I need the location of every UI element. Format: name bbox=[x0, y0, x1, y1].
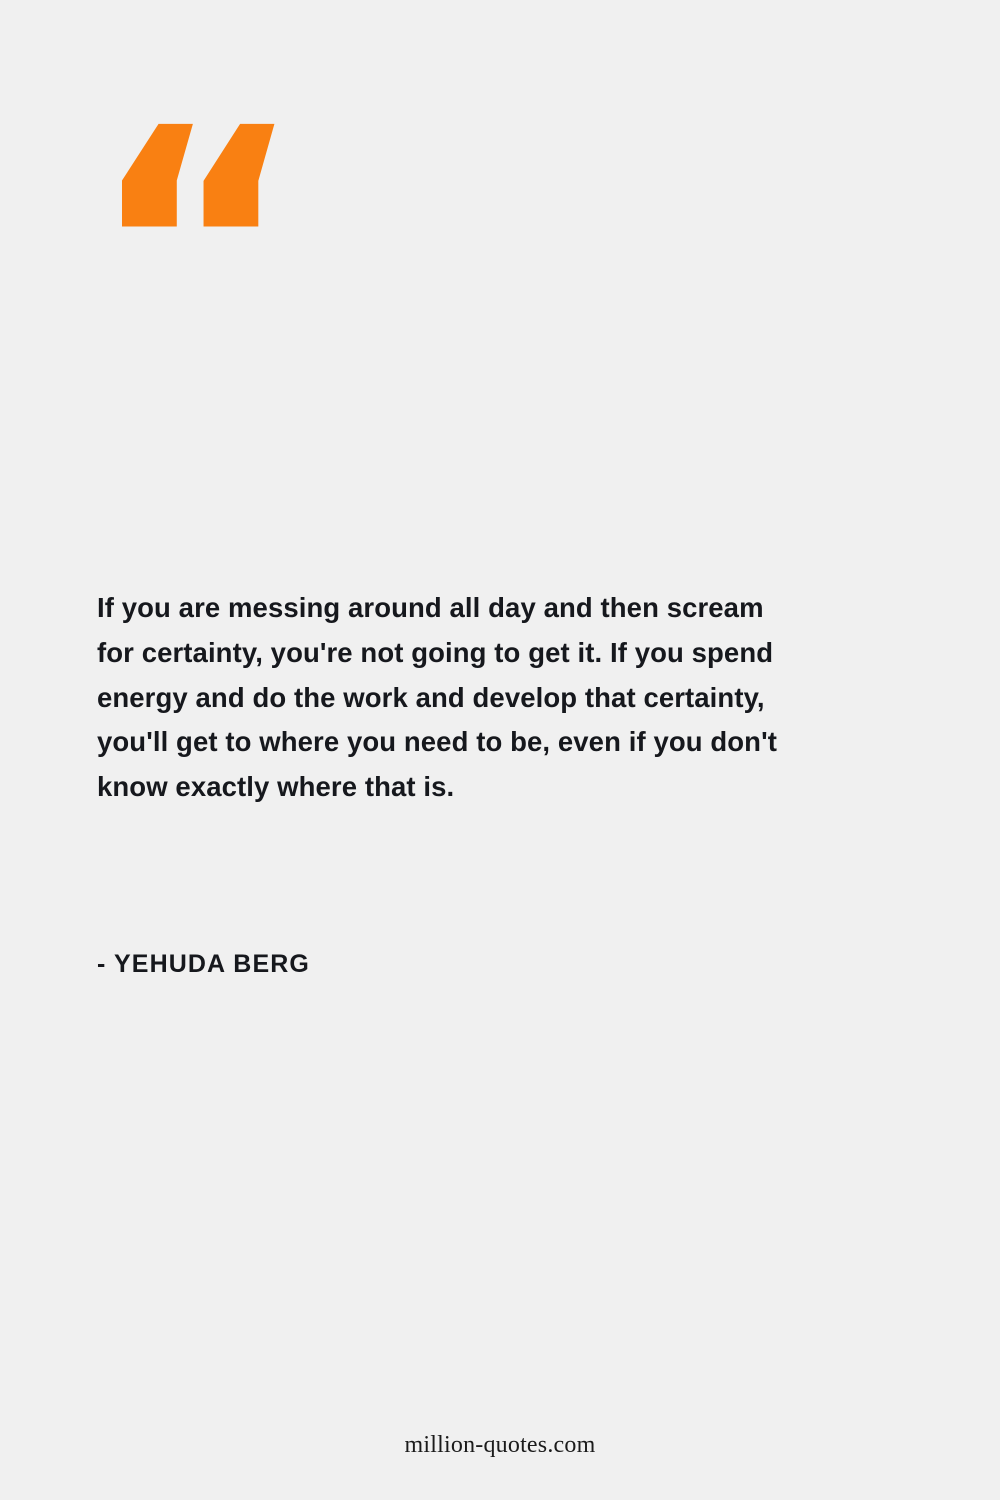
quote-author: - YEHUDA BERG bbox=[97, 950, 310, 978]
quotation-mark-glyph: “ bbox=[88, 58, 299, 443]
quotation-mark-icon bbox=[88, 58, 299, 443]
site-footer: million-quotes.com bbox=[404, 1432, 596, 1458]
quote-text: If you are messing around all day and then scream for certainty, you're not going to get it. If you spend energy and do the work and develop that certainty, you'll get to where you need to be, even if you don't know exactly where that is. bbox=[97, 592, 777, 803]
